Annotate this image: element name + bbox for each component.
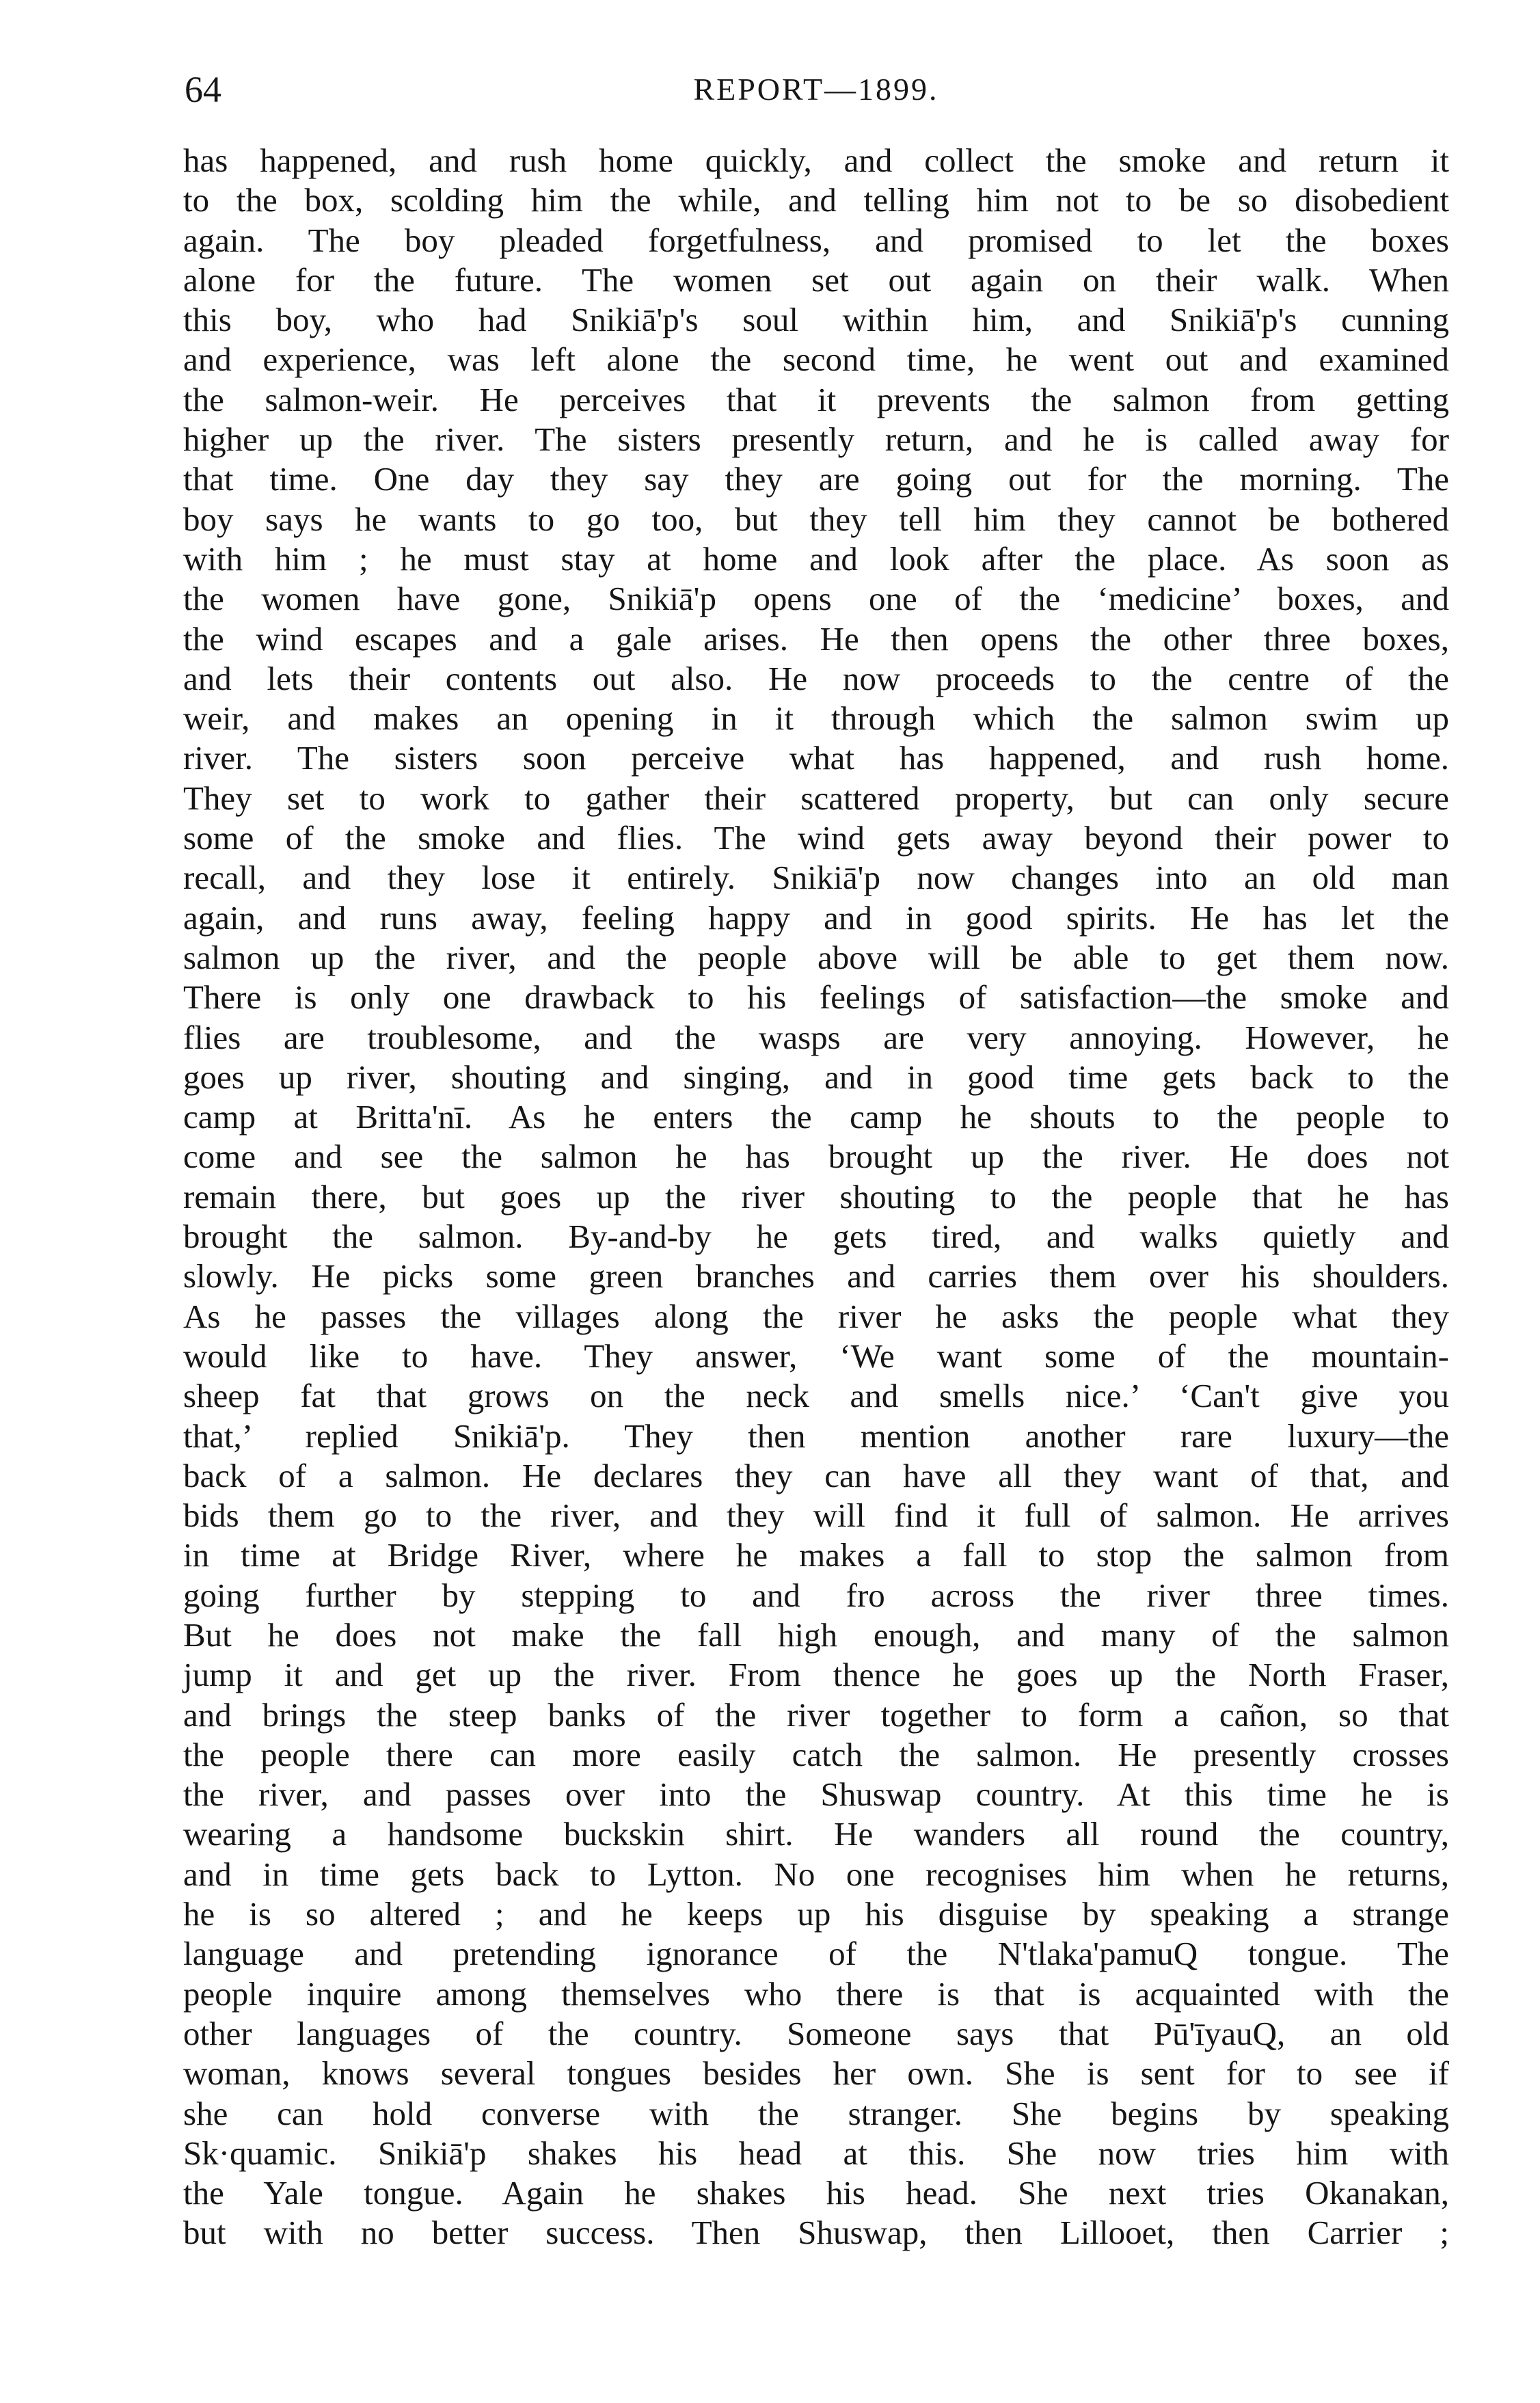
text-line: has happened, and rush home quickly, and collect the smoke and return it: [183, 142, 1449, 179]
text-line: but with no better success. Then Shuswap, then Lillooet, then Carrier ;: [183, 2214, 1449, 2252]
text-line: and brings the steep banks of the river together to form a cañon, so that: [183, 1695, 1449, 1734]
text-line: come and see the salmon he has brought up the river. He does not: [183, 1138, 1449, 1176]
text-line: wearing a handsome buckskin shirt. He wanders all round the country,: [183, 1815, 1449, 1853]
text-line: the wind escapes and a gale arises. He then opens the other three boxes,: [183, 619, 1449, 658]
text-line: that,’ replied Snikiā'p. They then mention another rare luxury—the: [183, 1417, 1449, 1455]
text-line: jump it and get up the river. From thence he goes up the North Fraser,: [183, 1656, 1449, 1694]
text-line: that time. One day they say they are going out for the morning. The: [183, 460, 1449, 498]
text-line: flies are troublesome, and the wasps are very annoying. However, he: [183, 1018, 1449, 1056]
text-line: They set to work to gather their scattered property, but can only secure: [183, 779, 1449, 817]
text-line: back of a salmon. He declares they can have all they want of that, and: [183, 1456, 1449, 1494]
text-line: he is so altered ; and he keeps up his disguise by speaking a strange: [183, 1895, 1449, 1933]
running-head: REPORT—1899.: [693, 72, 939, 107]
text-line: sheep fat that grows on the neck and smells nice.’ ‘Can't give you: [183, 1377, 1449, 1415]
text-line: brought the salmon. By-and-by he gets tired, and walks quietly and: [183, 1218, 1449, 1256]
text-line: the women have gone, Snikiā'p opens one of the ‘medicine’ boxes, and: [183, 580, 1449, 618]
text-line: would like to have. They answer, ‘We want some of the mountain-: [183, 1337, 1449, 1375]
text-line: There is only one drawback to his feelings of satisfaction—the smoke and: [183, 978, 1449, 1017]
text-line: to the box, scolding him the while, and telling him not to be so disobedient: [183, 181, 1449, 219]
text-line: boy says he wants to go too, but they tell him they cannot be bothered: [183, 500, 1449, 538]
text-line: Sk·quamic. Snikiā'p shakes his head at this. She now tries him with: [183, 2134, 1449, 2172]
text-line: bids them go to the river, and they will find it full of salmon. He arrives: [183, 1496, 1449, 1535]
text-line: camp at Britta'nī. As he enters the camp he shouts to the people to: [183, 1098, 1449, 1136]
text-line: alone for the future. The women set out again on their walk. When: [183, 260, 1449, 299]
text-line: and experience, was left alone the second time, he went out and examined: [183, 340, 1449, 379]
text-line: the salmon-weir. He perceives that it prevents the salmon from getting: [183, 380, 1449, 418]
text-line: recall, and they lose it entirely. Snikiā'p now changes into an old man: [183, 859, 1449, 897]
text-line: some of the smoke and flies. The wind gets away beyond their power to: [183, 819, 1449, 857]
text-line: other languages of the country. Someone says that Pū'īyauQ, an old: [183, 2014, 1449, 2052]
text-line: in time at Bridge River, where he makes a fall to stop the salmon from: [183, 1536, 1449, 1574]
text-line: the people there can more easily catch the salmon. He presently crosses: [183, 1735, 1449, 1773]
text-line: and in time gets back to Lytton. No one recognises him when he returns,: [183, 1855, 1449, 1893]
text-line: goes up river, shouting and singing, and in good time gets back to the: [183, 1058, 1449, 1096]
text-line: the river, and passes over into the Shuswap country. At this time he is: [183, 1775, 1449, 1814]
page-header: [183, 66, 1449, 141]
text-line: woman, knows several tongues besides her own. She is sent for to see if: [183, 2054, 1449, 2093]
page: [183, 66, 1449, 2253]
text-line: language and pretending ignorance of the N'tlaka'pamuQ tongue. The: [183, 1935, 1449, 1973]
text-line: weir, and makes an opening in it through which the salmon swim up: [183, 699, 1449, 738]
text-line: river. The sisters soon perceive what has happened, and rush home.: [183, 739, 1449, 777]
text-line: salmon up the river, and the people above will be able to get them now.: [183, 938, 1449, 976]
text-line: this boy, who had Snikiā'p's soul within him, and Snikiā'p's cunning: [183, 301, 1449, 339]
body-paragraph: [183, 141, 1449, 2253]
text-line: she can hold converse with the stranger. She begins by speaking: [183, 2094, 1449, 2132]
text-line: going further by stepping to and fro across the river three times.: [183, 1576, 1449, 1614]
text-line: But he does not make the fall high enough, and many of the salmon: [183, 1615, 1449, 1654]
text-line: with him ; he must stay at home and look after the place. As soon as: [183, 539, 1449, 578]
page-number: 64: [185, 69, 221, 110]
text-line: higher up the river. The sisters presently return, and he is called away for: [183, 420, 1449, 459]
text-line: As he passes the villages along the river he asks the people what they: [183, 1297, 1449, 1335]
text-line: remain there, but goes up the river shouting to the people that he has: [183, 1177, 1449, 1216]
text-line: people inquire among themselves who there is that is acquainted with the: [183, 1974, 1449, 2013]
text-line: and lets their contents out also. He now proceeds to the centre of the: [183, 659, 1449, 697]
text-line: slowly. He picks some green branches and carries them over his shoulders.: [183, 1257, 1449, 1296]
text-line: again. The boy pleaded forgetfulness, and promised to let the boxes: [183, 221, 1449, 259]
text-line: again, and runs away, feeling happy and in good spirits. He has let the: [183, 898, 1449, 937]
text-line: the Yale tongue. Again he shakes his head. She next tries Okanakan,: [183, 2174, 1449, 2212]
